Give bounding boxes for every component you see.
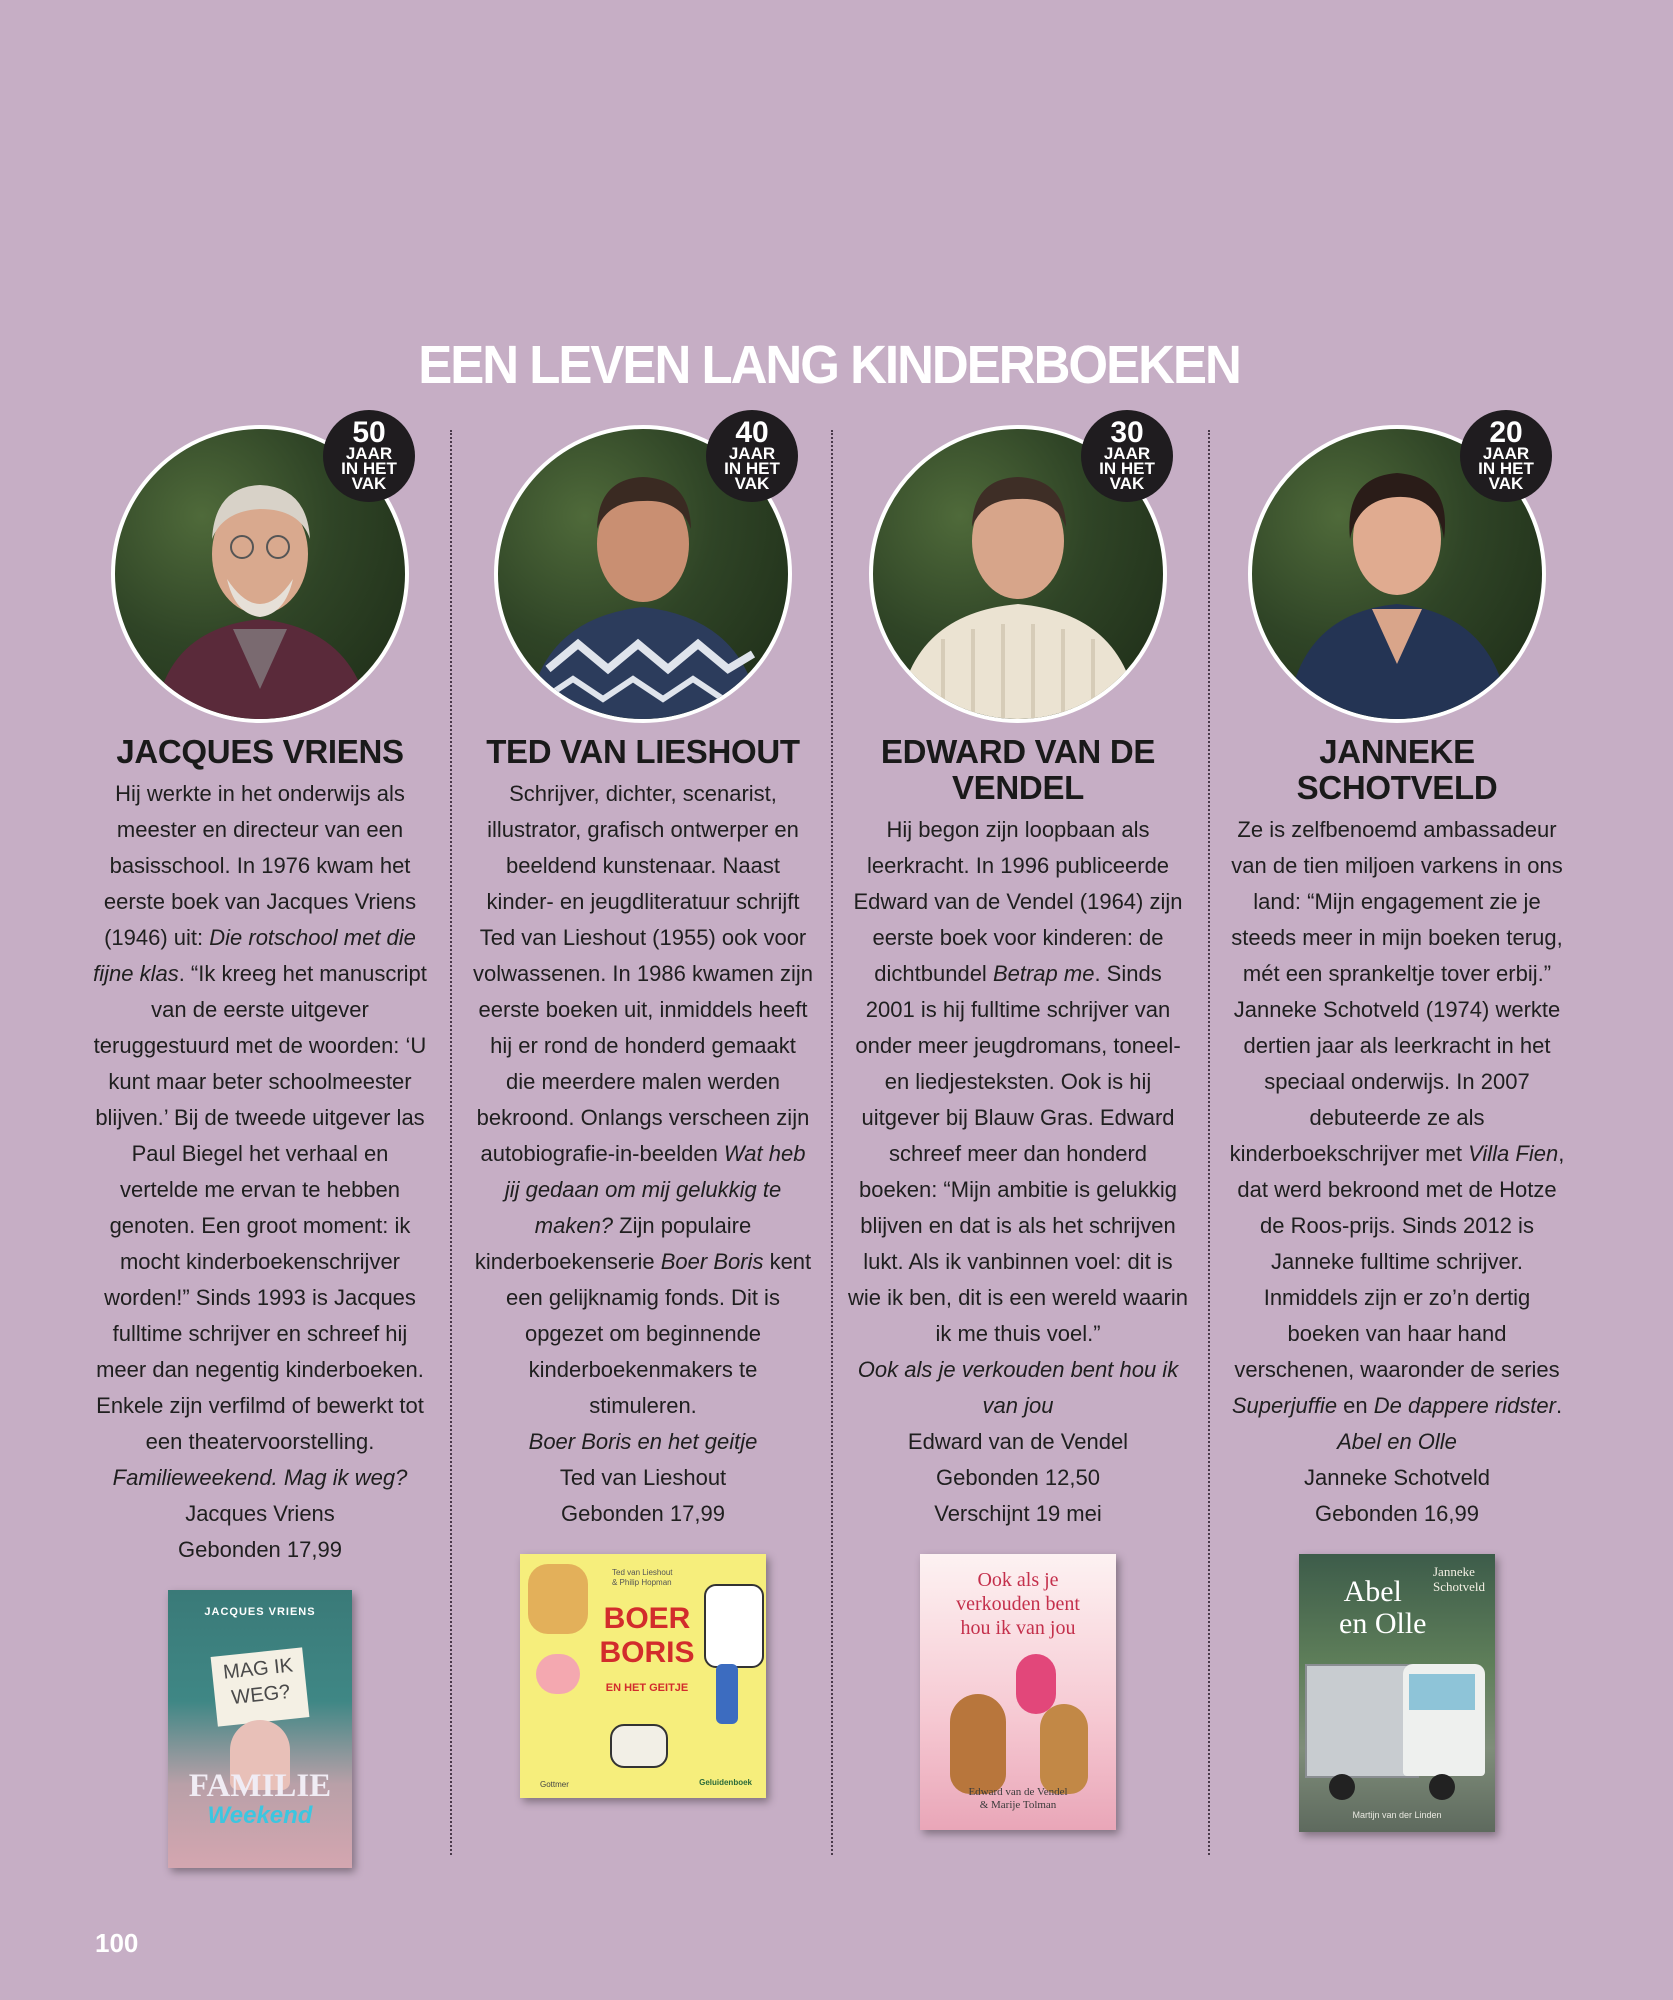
book-price: Gebonden 17,99 <box>178 1537 342 1562</box>
book-author: Ted van Lieshout <box>559 1465 727 1490</box>
author-name: EDWARD VAN DE VENDEL <box>880 733 1156 806</box>
author-column-ted-van-lieshout <box>473 416 813 1798</box>
book-title: Familieweekend. Mag ik weg? <box>112 1465 408 1490</box>
years-badge: 40 JAAR IN HET VAK <box>706 410 798 502</box>
book-author: Jacques Vriens <box>185 1501 335 1526</box>
author-name: JANNEKE SCHOTVELD <box>1296 733 1498 806</box>
book-cover-boer-boris: Ted van Lieshout & Philip Hopman BOER BORIS EN HET GEITJE Gottmer Geluidenboek <box>520 1554 766 1798</box>
book-cover-abel-en-olle: Janneke Schotveld Abel en Olle Martijn van der Linden <box>1299 1554 1495 1832</box>
book-cover-ook-als-je-verkouden-bent: Ook als je verkouden bent hou ik van jou Edward van de Vendel & Marije Tolman <box>920 1554 1116 1830</box>
author-name: JACQUES VRIENS <box>116 733 404 770</box>
column-divider <box>1208 430 1210 1855</box>
author-column-jacques-vriens <box>90 416 430 1868</box>
author-portrait <box>494 416 792 718</box>
author-portrait <box>1248 416 1546 718</box>
book-release: Verschijnt 19 mei <box>934 1501 1102 1526</box>
book-price: Gebonden 17,99 <box>561 1501 725 1526</box>
author-bio: Hij werkte in het onderwijs als meester en directeur van een basisschool. In 1976 kwam het eerste boek van Jacques Vriens (1946) uit: Die rotschool met die fijne klas. “Ik kreeg het manuscript van de eerste uitgever teruggestuurd met de woorden: ‘U kunt maar beter schoolmeester blijven.’ Bij de tweede uitgever las Paul Biegel het verhaal en vertelde me ervan te hebben genoten. Een groot moment: ik mocht kinderboekenschrijver worden!” Sinds 1993 is Jacques fulltime schrijver en schreef hij meer dan negentig kinderboeken. Enkele zijn verfilmd of bewerkt tot een theatervoorstelling. Familieweekend. Mag ik weg? Jacques Vriens Gebonden 17,99 <box>90 776 430 1568</box>
column-divider <box>831 430 833 1855</box>
book-author: Edward van de Vendel <box>907 1429 1129 1454</box>
book-title: Boer Boris en het geitje <box>528 1429 758 1454</box>
author-bio: Schrijver, dichter, scenarist, illustrator, grafisch ontwerper en beeldend kunstenaar. Naast kinder- en jeugdliteratuur schrijft Ted van Lieshout (1955) ook voor volwassenen. In 1986 kwamen zijn eerste boeken uit, inmiddels heeft hij er rond de honderd gemaakt die meerdere malen werden bekroond. Onlangs verscheen zijn autobiografie-in-beelden Wat heb jij gedaan om mij gelukkig te maken? Zijn populaire kinderboekenserie Boer Boris kent een gelijknamig fonds. Dit is opgezet om beginnende kinderboekenmakers te stimuleren. Boer Boris en het geitje Ted van Lieshout Gebonden 17,99 <box>473 776 813 1532</box>
author-column-janneke-schotveld <box>1227 416 1567 1832</box>
author-portrait <box>869 416 1167 718</box>
years-badge: 50 JAAR IN HET VAK <box>323 410 415 502</box>
book-title: Abel en Olle <box>1337 1429 1457 1454</box>
book-title: Ook als je verkouden bent hou ik van jou <box>857 1357 1179 1418</box>
years-badge: 20 JAAR IN HET VAK <box>1460 410 1552 502</box>
years-badge: 30 JAAR IN HET VAK <box>1081 410 1173 502</box>
column-divider <box>450 430 452 1855</box>
author-name: TED VAN LIESHOUT <box>486 733 800 770</box>
author-bio: Hij begon zijn loopbaan als leerkracht. In 1996 publiceerde Edward van de Vendel (1964) zijn eerste boek voor kinderen: de dichtbundel Betrap me. Sinds 2001 is hij fulltime schrijver van onder meer jeugdromans, toneel- en liedjesteksten. Ook is hij uitgever bij Blauw Gras. Edward schreef meer dan honderd boeken: “Mijn ambitie is gelukkig blijven en dat is als het schrijven lukt. Als ik vanbinnen voel: dit is wie ik ben, dit is een wereld waarin ik me thuis voel.” Ook als je verkouden bent hou ik van jou Edward van de Vendel Gebonden 12,50 Verschijnt 19 mei <box>848 812 1188 1532</box>
author-bio: Ze is zelfbenoemd ambassadeur van de tien miljoen varkens in ons land: “Mijn engagement zie je steeds meer in mijn boeken terug, mét een sprankeltje tover erbij.” Janneke Schotveld (1974) werkte dertien jaar als leerkracht in het speciaal onderwijs. In 2007 debuteerde ze als kinderboekschrijver met Villa Fien, dat werd bekroond met de Hotze de Roos-prijs. Sinds 2012 is Janneke fulltime schrijver. Inmiddels zijn er zo’n dertig boeken van haar hand verschenen, waaronder de series Superjuffie en De dappere ridster. Abel en Olle Janneke Schotveld Gebonden 16,99 <box>1227 812 1567 1532</box>
book-price: Gebonden 12,50 <box>936 1465 1100 1490</box>
book-cover-familieweekend: JACQUES VRIENS MAG IK WEG? FAMILIE Weekend <box>168 1590 352 1868</box>
page-number: 100 <box>95 1928 139 1958</box>
book-author: Janneke Schotveld <box>1304 1465 1490 1490</box>
book-price: Gebonden 16,99 <box>1315 1501 1479 1526</box>
page-headline: EEN LEVEN LANG KINDERBOEKEN <box>418 334 1240 395</box>
author-portrait <box>111 416 409 718</box>
author-column-edward-van-de-vendel <box>848 416 1188 1830</box>
